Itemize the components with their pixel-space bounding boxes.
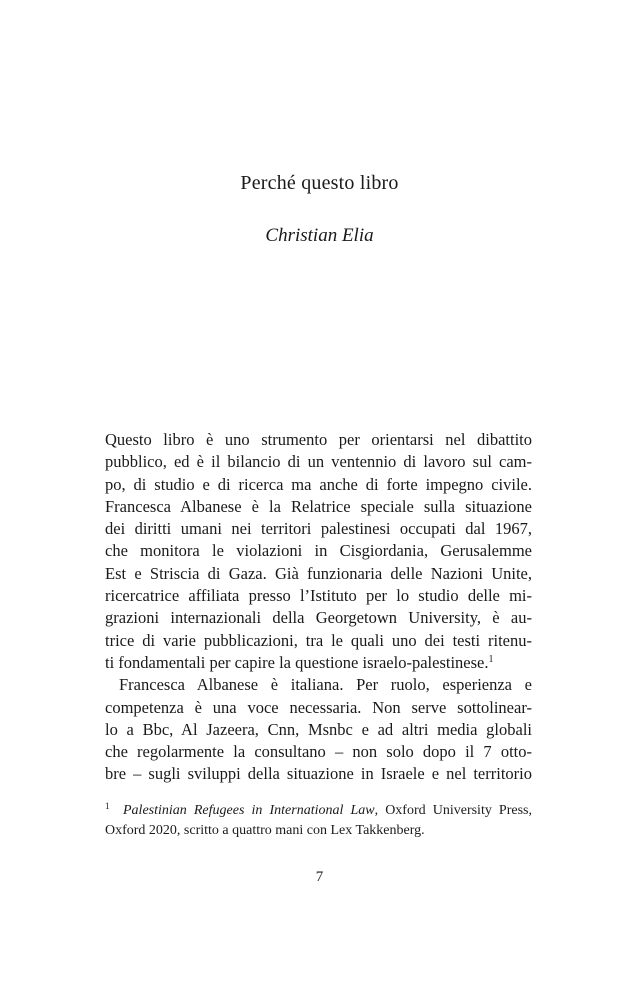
- body-line-text: ti fondamentali per capire la questione israelo-palestinese.: [105, 652, 489, 672]
- footnote-book-title: Palestinian Refugees in International Law: [123, 803, 375, 818]
- chapter-author: Christian Elia: [265, 225, 374, 246]
- footnote-line: Oxford 2020, scritto a quattro mani con Lex Takkenberg.: [105, 823, 425, 838]
- body-text: [105, 429, 532, 786]
- footnote-line: 1 Palestinian Refugees in International Law, Oxford University Press,: [105, 801, 532, 818]
- body-line: Francesca Albanese è la Relatrice speciale sulla situazione: [105, 496, 532, 516]
- body-line: pubblico, ed è il bilancio di un ventennio di lavoro sul cam-: [105, 452, 532, 472]
- body-line: bre – sugli sviluppi della situazione in Israele e nel territorio: [105, 764, 532, 784]
- footnote-reference[interactable]: 1: [488, 653, 494, 665]
- body-line: dei diritti umani nei territori palestinesi occupati dal 1967,: [105, 519, 532, 539]
- page-number: 7: [315, 869, 324, 885]
- footnote-publisher: , Oxford University Press,: [374, 803, 532, 818]
- body-line: po, di studio e di ricerca ma anche di forte impegno civile.: [105, 474, 532, 494]
- body-line: che monitora le violazioni in Cisgiordania, Gerusalemme: [105, 541, 532, 561]
- body-line: trice di varie pubblicazioni, tra le quali uno dei testi ritenu-: [105, 630, 532, 650]
- body-line: Est e Striscia di Gaza. Già funzionaria delle Nazioni Unite,: [105, 563, 532, 583]
- body-line-paragraph-end: [105, 652, 532, 674]
- body-line: ricercatrice affiliata presso l’Istituto per lo studio delle mi-: [105, 586, 532, 606]
- body-line: che regolarmente la consultano – non solo dopo il 7 otto-: [105, 742, 532, 762]
- body-line: Questo libro è uno strumento per orientarsi nel dibattito: [105, 430, 532, 449]
- chapter-title: Perché questo libro: [240, 172, 399, 194]
- body-line-paragraph-start: Francesca Albanese è italiana. Per ruolo, esperienza e: [119, 675, 532, 695]
- body-line: lo a Bbc, Al Jazeera, Cnn, Msnbc e ad altri media globali: [105, 719, 532, 739]
- footnote: [105, 801, 532, 841]
- body-line: competenza è una voce necessaria. Non serve sottolinear-: [105, 697, 532, 717]
- body-line: grazioni internazionali della Georgetown University, è au-: [105, 608, 532, 628]
